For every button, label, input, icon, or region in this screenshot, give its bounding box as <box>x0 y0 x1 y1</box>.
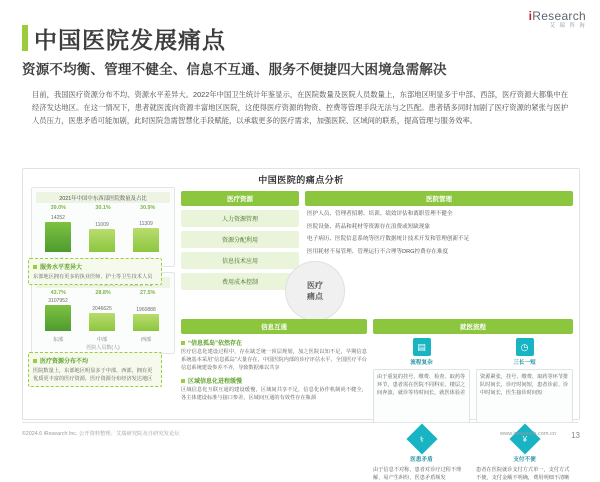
chart-1-percent-2: 30.9% <box>139 205 156 211</box>
chart-legend: 医院人员数(人) <box>86 345 120 351</box>
chart-1-value-1: 11009 <box>95 222 109 228</box>
chart-1-value-2: 11309 <box>139 221 153 227</box>
callout-service-gap <box>28 258 162 285</box>
chart-2-percent-2: 27.5% <box>139 290 156 296</box>
diamond-text-1: 患者在医院就诊支付方式单一，支付方式不便，支付金额不明确，费用明细不清晰 <box>476 467 570 481</box>
chart-1-bars <box>36 212 170 264</box>
conflict-icon: ⚕ <box>406 423 437 454</box>
chart-1-percent-0: 39.0% <box>50 205 66 211</box>
middle-head: 医疗资源 <box>181 191 299 206</box>
chart-2-percent-0: 43.7% <box>50 290 66 296</box>
callout-1-heading-text: 服务水平差异大 <box>40 265 83 271</box>
diamond-label-0: 医患矛盾 <box>410 457 433 463</box>
bottom-right-icon-0 <box>373 338 470 366</box>
middle-item-0: 人力资源管理 <box>181 210 299 227</box>
bottom-right-diamond-texts <box>373 466 573 482</box>
diamond-cell-0 <box>373 428 470 463</box>
bottom-right-card-0 <box>373 369 470 423</box>
chart-1-title: 2021年中国中东西部医院数量及占比 <box>36 192 170 203</box>
page-subtitle: 资源不均衡、管理不健全、信息不互通、服务不便捷四大困境急需解决 <box>22 62 447 77</box>
callout-1-heading <box>33 262 157 271</box>
right-row-0 <box>305 210 573 219</box>
bottom-left-title-0-text: “信息孤岛”依然存在 <box>188 341 243 347</box>
chart-2-percent-1: 28.8% <box>95 290 111 296</box>
bottom-right-card-0-text: 由于重复的挂号、缴费、检查、取药等环节，患者需在医院不同科室、楼层之间奔波，就诊等待时间长，就医体验差 <box>373 369 470 423</box>
chart-2-bar-0 <box>45 305 71 331</box>
brand-subtitle: 艾 瑞 咨 询 <box>549 23 586 29</box>
chart-2-value-0: 3107952 <box>48 298 68 304</box>
chart-hospital-count <box>31 187 175 267</box>
bullet-square-icon <box>33 265 37 269</box>
chart-2-label-0: 东部 <box>52 337 63 343</box>
footer-divider <box>22 422 578 423</box>
middle-item-3: 费用成本控制 <box>181 273 299 290</box>
diamond-text-col-1 <box>476 466 573 482</box>
right-row-2-text: 电子病历、医院信息系统等医疗数据统计技术开发和管理创新不足 <box>307 236 470 242</box>
center-hub <box>285 261 345 321</box>
callout-info-island <box>28 352 162 387</box>
hub-line-2: 痛点 <box>307 292 323 301</box>
chart-2-bars <box>36 297 170 343</box>
bottom-left-block-1 <box>181 376 367 402</box>
chart-2-bar-2 <box>133 314 159 331</box>
bottom-left-title-1 <box>181 376 367 385</box>
diamond-label-1: 支付不便 <box>513 457 536 463</box>
middle-column <box>181 191 299 294</box>
right-row-1 <box>305 223 573 232</box>
brand-name <box>529 10 586 22</box>
page-number: 13 <box>571 431 580 440</box>
clipboard-icon: ▤ <box>413 338 431 356</box>
bottom-right-label-0: 流程复杂 <box>410 360 433 366</box>
chart-1-percents <box>36 205 170 211</box>
bottom-left-block-0 <box>181 338 367 372</box>
chart-1-bar-2 <box>133 228 159 252</box>
bottom-right-card-1-text: 资源紧张，挂号、缴费、取药等环节排队时间长，诊疗时间短，患者诊前、诊中时间长，医生接诊时间短 <box>476 369 573 423</box>
bottom-left-text-1: 区域信息化互联互通的建设缓慢，区域间共享不足，信息化协作机制尚不健全，各主体建设标准与接口参差，区域间互通的有效性存在瓶颈 <box>181 387 367 401</box>
title-accent-bar <box>22 25 28 51</box>
panel-title: 中国医院的痛点分析 <box>258 175 344 185</box>
bullet-square-icon <box>181 379 185 383</box>
bottom-left-head: 信息互通 <box>181 319 367 334</box>
chart-2-value-1: 2046625 <box>92 306 112 312</box>
chart-2-percents <box>36 290 170 296</box>
clock-icon: ◷ <box>516 338 534 356</box>
chart-2-value-2: 1960888 <box>136 307 156 313</box>
callout-0-heading-text: 医疗资源分布不均 <box>40 359 89 365</box>
chart-1-bar-1 <box>89 229 115 252</box>
footer-site: www.iresearch.com.cn <box>500 431 556 437</box>
bottom-left-text-0: 医疗信息化建设过程中，存在缺乏统一顶层规划，加之医院以知不足，早期信息系统基本采用“信息孤岛”大量存在，中国医院内部的诊疗评估水平、全国医疗平台信息系统建设参差不齐，导致数据难以共享 <box>181 349 367 371</box>
wallet-icon: ¥ <box>509 423 540 454</box>
chart-2-label-2: 西部 <box>140 337 151 343</box>
bottom-right-icon-1 <box>476 338 573 366</box>
bottom-right-icon-row <box>373 338 573 366</box>
chart-1-bar-0 <box>45 222 71 252</box>
brand-logo <box>529 10 586 30</box>
callout-0-text: 医院数量上，东部地区明显多于中部、西部，拥有更优质更丰富的医疗资源，医疗资源分布经济发达地区 <box>33 368 153 382</box>
diamond-text-col-0 <box>373 466 470 482</box>
intro-paragraph: 目前，我国医疗资源分布不均、资源水平差异大。2022年中国卫生统计年鉴显示，在医院数量及医院人员数量上，东部地区明显多于中部、西部，医疗资源大都集中在经济发达地区。在这一情况下，患者就医流向资源丰富地区医院，这使得医疗资源的物资、控费等管理手段无法与之匹配。患者错多同时加剧了医疗资源的紧张与医护人员压力，医患矛盾可能加剧，此时医院急需智慧化手段赋能，以承载更多的医疗需求，加强医院、区域间的联系，提高管理与服务效率。 <box>32 90 568 125</box>
right-row-1-text: 医院设备、药品和耗材等资源存在浪费或短缺现象 <box>307 223 431 230</box>
callout-1-text: 东部地区拥有更多的执业医师、护士等卫生技术人员 <box>33 274 153 280</box>
brand-name-rest: Research <box>532 9 586 23</box>
diamond-text-0: 由于信息不对称，患者对诊疗过程不理解，易产生纠纷，医患矛盾频发 <box>373 467 462 481</box>
bullet-square-icon <box>181 341 185 345</box>
bottom-right-section <box>373 319 573 482</box>
page-title: 中国医院发展痛点 <box>34 27 226 53</box>
chart-2-bar-1 <box>89 313 115 331</box>
bullet-square-icon <box>33 359 37 363</box>
right-row-0-text: 医护人员、管理者招聘、培训、绩效评估和离职管理不健全 <box>307 211 453 217</box>
right-row-2 <box>305 235 573 244</box>
bottom-right-card-1 <box>476 369 573 423</box>
middle-item-2: 信息技术应用 <box>181 252 299 269</box>
bottom-right-label-1: 三长一短 <box>513 360 536 366</box>
right-head: 医院管理 <box>305 191 573 206</box>
right-row-3-text: 医用耗材不易管理、管理运行不合理等DRG控费存在难度 <box>307 248 449 255</box>
middle-item-1: 资源分配利用 <box>181 231 299 248</box>
footer-copyright: ©2024.6 iResearch Inc. 公开资料整理、艾瑞研究院及自研究发论坛 <box>22 431 180 437</box>
right-column <box>305 191 573 260</box>
callout-0-heading <box>33 356 157 365</box>
chart-1-value-0: 14252 <box>51 215 65 221</box>
hub-line-1: 医疗 <box>307 281 323 290</box>
chart-1-percent-1: 30.1% <box>95 205 111 211</box>
right-row-3 <box>305 248 573 257</box>
bottom-right-cards <box>373 369 573 423</box>
chart-2-label-1: 中部 <box>96 337 107 343</box>
brand-name-prefix: i <box>528 9 533 23</box>
bottom-left-title-1-text: 区域信息化进程缓慢 <box>188 379 243 385</box>
bottom-right-head: 就医流程 <box>373 319 573 334</box>
bottom-left-section <box>181 319 367 406</box>
bottom-left-title-0 <box>181 338 367 347</box>
